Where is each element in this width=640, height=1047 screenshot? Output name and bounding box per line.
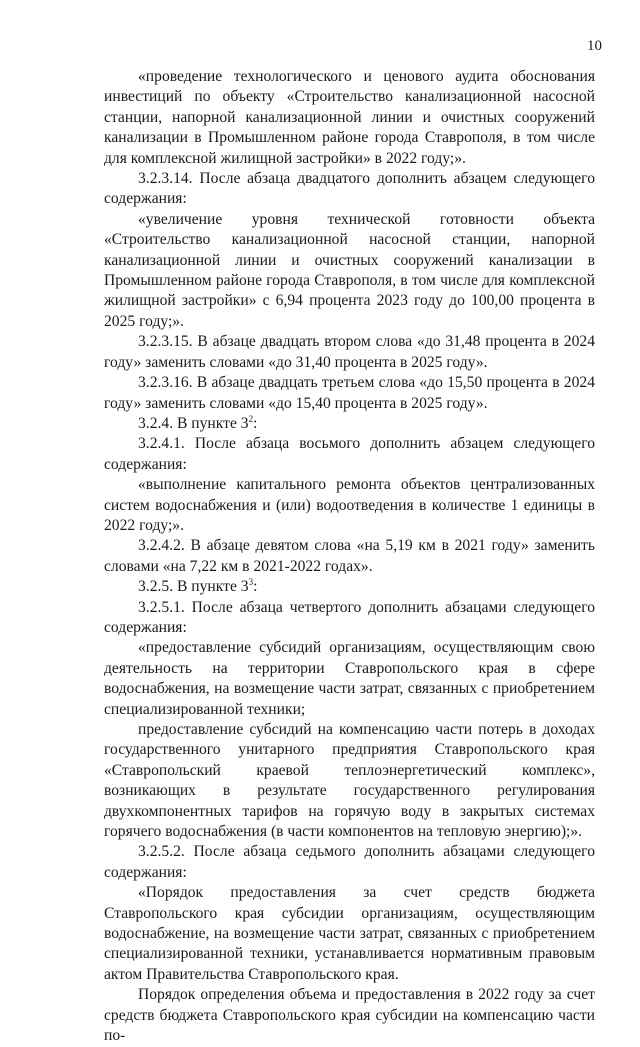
paragraph-quote-readiness: «увеличение уровня технической готовности объекта «Строительство канализационной насосной станции, напорной канализационной линии и очистных сооружений канализации в Промышленном районе города Ставрополя, в том числе для комплексной жилищной застройки» с 6,94 процента 2023 году до 100,00 процента в 2025 году;». bbox=[104, 210, 595, 330]
item-prefix: 3.2.4. В пункте 3 bbox=[138, 414, 249, 432]
superscript: 3 bbox=[248, 577, 254, 588]
paragraph-quote-subsidies-water: «предоставление субсидий организациям, осуществляющим свою деятельность на территории Ставропольского края в сфере водоснабжения, на возмещение части затрат, связанных с приобретением специализированной техники; bbox=[104, 639, 595, 718]
paragraph-3-2-3-15: 3.2.3.15. В абзаце двадцать втором слова «до 31,48 процента в 2024 году» заменить словами «до 31,40 процента в 2025 году». bbox=[104, 333, 595, 371]
paragraph-3-2-3-14: 3.2.3.14. После абзаца двадцатого дополнить абзацем следующего содержания: bbox=[104, 170, 595, 208]
paragraph-procedure-2022: Порядок определения объема и предоставления в 2022 году за счет средств бюджета Ставропольского края субсидии на компенсацию части по- bbox=[104, 986, 595, 1045]
paragraph-3-2-4 bbox=[104, 414, 595, 434]
paragraph-3-2-3-16: 3.2.3.16. В абзаце двадцать третьем слова «до 15,50 процента в 2024 году» заменить словами «до 15,40 процента в 2025 году». bbox=[104, 374, 595, 412]
page-number: 10 bbox=[587, 38, 602, 54]
paragraph-3-2-5-1: 3.2.5.1. После абзаца четвертого дополнить абзацами следующего содержания: bbox=[104, 598, 595, 636]
paragraph-quote-capital-repair: «выполнение капитального ремонта объектов централизованных систем водоснабжения и (или) водоотведения в количестве 1 единицы в 2022 году;». bbox=[104, 476, 595, 534]
paragraph-3-2-4-2: 3.2.4.2. В абзаце девятом слова «на 5,19 км в 2021 году» заменить словами «на 7,22 км в 2021-2022 годах». bbox=[104, 537, 595, 575]
paragraph-3-2-4-1: 3.2.4.1. После абзаца восьмого дополнить абзацем следующего содержания: bbox=[104, 435, 595, 473]
document-body bbox=[104, 67, 595, 1047]
paragraph-3-2-5 bbox=[104, 577, 595, 597]
item-prefix: 3.2.5. В пункте 3 bbox=[138, 578, 249, 596]
paragraph-subsidies-heat: предоставление субсидий на компенсацию части потерь в доходах государственного унитарного предприятия Ставропольского края «Ставропольский краевой теплоэнергетический комплекс», возникающих в результате государственного регулирования двухкомпонентных тарифов на горячую воду в закрытых системах горячего водоснабжения (в части компонентов на тепловую энергию);». bbox=[104, 721, 595, 841]
item-suffix: : bbox=[253, 414, 258, 432]
paragraph-3-2-5-2: 3.2.5.2. После абзаца седьмого дополнить абзацами следующего содержания: bbox=[104, 843, 595, 881]
item-suffix: : bbox=[253, 578, 258, 596]
paragraph-quote-audit: «проведение технологического и ценового аудита обоснования инвестиций по объекту «Строительство канализационной насосной станции, напорной канализационной линии и очистных сооружений канализации в Промышленном районе города Ставрополя, в том числе для комплексной жилищной застройки» в 2022 году;». bbox=[104, 68, 595, 167]
superscript: 2 bbox=[248, 413, 254, 424]
paragraph-quote-procedure: «Порядок предоставления за счет средств бюджета Ставропольского края субсидии организациям, осуществляющим водоснабжение, на возмещение части затрат, связанных с приобретением специализированной техники, устанавливается нормативным правовым актом Правительства Ставропольского края. bbox=[104, 884, 595, 983]
